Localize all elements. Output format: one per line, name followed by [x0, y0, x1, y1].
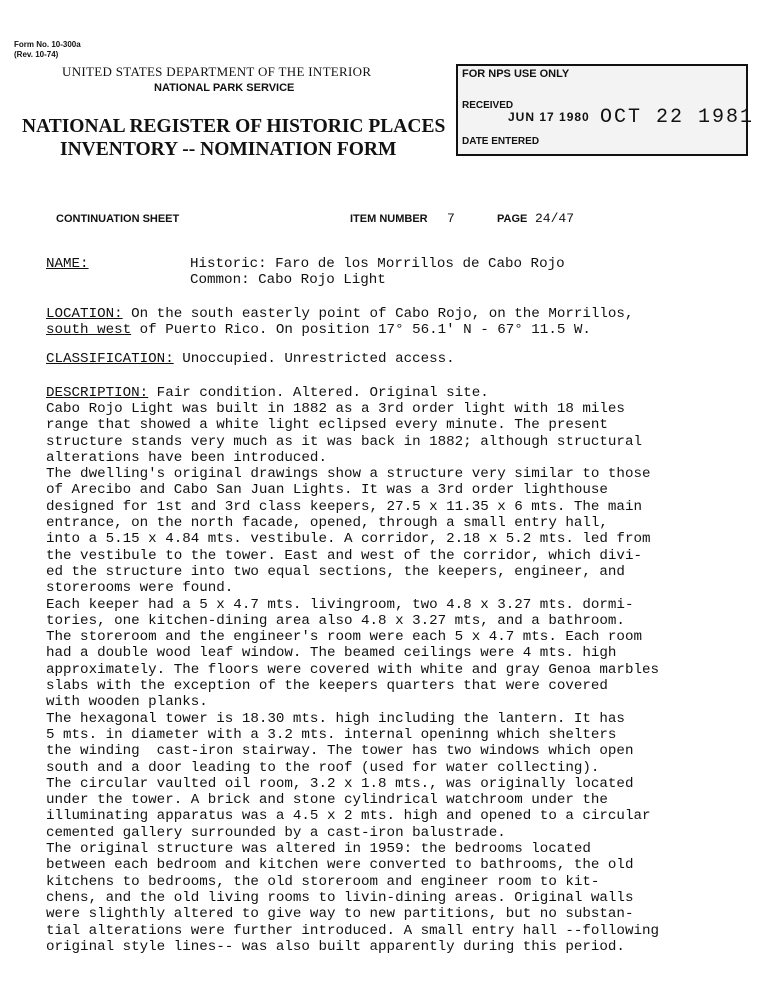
- page-value: 24/47: [535, 211, 575, 226]
- description-line: The original structure was altered in 1959: the bedrooms located: [46, 841, 591, 858]
- department-heading: UNITED STATES DEPARTMENT OF THE INTERIOR: [62, 64, 372, 79]
- description-line: south and a door leading to the roof (used for water collecting).: [46, 759, 600, 776]
- description-line: between each bedroom and kitchen were converted to bathrooms, the old: [46, 857, 634, 874]
- service-heading: NATIONAL PARK SERVICE: [154, 82, 295, 94]
- description-line: original style lines-- was also built apparently during this period.: [46, 938, 625, 955]
- continuation-sheet-label: CONTINUATION SHEET: [56, 213, 180, 225]
- common-name: Common: Cabo Rojo Light: [190, 272, 386, 288]
- description-label: DESCRIPTION:: [46, 385, 149, 401]
- description-line: the vestibule to the tower. East and west of the corridor, which divi-: [46, 547, 642, 564]
- description-line: chens, and the old living rooms to livin-dining areas. Original walls: [46, 889, 634, 906]
- description-line: cemented gallery surrounded by a cast-iron balustrade.: [46, 824, 506, 841]
- name-section: [46, 256, 89, 272]
- description-line: ed the structure into two equal sections, the keepers, engineer, and: [46, 563, 625, 580]
- description-line: entrance, on the north facade, opened, through a small entry hall,: [46, 515, 608, 532]
- description-line: alterations have been introduced.: [46, 449, 327, 466]
- description-line: Each keeper had a 5 x 4.7 mts. livingroom, two 4.8 x 3.27 mts. dormi-: [46, 596, 634, 613]
- description-line: range that showed a white light eclipsed every minute. The present: [46, 417, 608, 434]
- description-line: storerooms were found.: [46, 580, 234, 597]
- description-line: had a double wood leaf window. The beamed ceilings were 4 mts. high: [46, 645, 617, 662]
- location-line2-underlined: south west: [46, 322, 132, 338]
- form-title-line1: NATIONAL REGISTER OF HISTORIC PLACES: [22, 116, 446, 137]
- nps-use-only-label: FOR NPS USE ONLY: [462, 68, 570, 80]
- description-line: The circular vaulted oil room, 3.2 x 1.8 mts., was originally located: [46, 775, 634, 792]
- description-line: approximately. The floors were covered with white and gray Genoa marbles: [46, 661, 659, 678]
- form-title-line2: INVENTORY -- NOMINATION FORM: [60, 139, 397, 160]
- description-line: designed for 1st and 3rd class keepers, 27.5 x 11.35 x 6 mts. The main: [46, 498, 642, 515]
- description-line: tories, one kitchen-dining area also 4.8 x 3.27 mts, and a bathroom.: [46, 612, 625, 629]
- page-label: PAGE: [497, 213, 528, 225]
- description-line: were slighthly altered to give way to new partitions, but no substan-: [46, 906, 634, 923]
- description-line: of Arecibo and Cabo San Juan Lights. It was a 3rd order lighthouse: [46, 482, 608, 499]
- description-line: Cabo Rojo Light was built in 1882 as a 3rd order light with 18 miles: [46, 401, 625, 417]
- historic-name: Historic: Faro de los Morrillos de Cabo Rojo: [190, 256, 565, 272]
- classification-label: CLASSIFICATION:: [46, 351, 174, 367]
- description-line: the winding cast-iron stairway. The tower has two windows which open: [46, 743, 634, 760]
- location-label: LOCATION:: [46, 306, 123, 322]
- description-line: The dwelling's original drawings show a structure very similar to those: [46, 466, 651, 483]
- received-date-stamp: JUN 17 1980: [508, 110, 590, 124]
- name-label: NAME:: [46, 256, 89, 272]
- received-label: RECEIVED: [462, 100, 514, 111]
- nps-use-only-box: [456, 64, 755, 156]
- description-line: The storeroom and the engineer's room were each 5 x 4.7 mts. Each room: [46, 629, 642, 646]
- location-line2-rest: of Puerto Rico. On position 17° 56.1' N - 67° 11.5 W.: [131, 322, 591, 338]
- entered-date-stamp: OCT 22 1981: [600, 106, 755, 129]
- description-line: illuminating apparatus was a 4.5 x 2 mts. high and opened to a circular: [46, 808, 651, 825]
- location-line1: On the south easterly point of Cabo Rojo, on the Morrillos,: [122, 306, 634, 322]
- description-line: The hexagonal tower is 18.30 mts. high including the lantern. It has: [46, 710, 625, 727]
- description-line: with wooden planks.: [46, 694, 208, 711]
- description-body: [46, 401, 659, 955]
- form-number: [14, 40, 81, 60]
- description-line: under the tower. A brick and stone cylindrical watchroom under the: [46, 792, 608, 809]
- item-number-label: ITEM NUMBER: [350, 213, 428, 225]
- description-line: slabs with the exception of the keepers quarters that were covered: [46, 678, 608, 695]
- description-line: structure stands very much as it was back in 1882; although structural: [46, 433, 642, 450]
- date-entered-label: DATE ENTERED: [462, 136, 540, 147]
- description-line: kitchens to bedrooms, the old storeroom and engineer room to kit-: [46, 873, 600, 890]
- location-line2: [46, 322, 591, 338]
- classification-section: [46, 351, 455, 367]
- description-line: 5 mts. in diameter with a 3.2 mts. internal openinng which shelters: [46, 726, 617, 743]
- description-line: tial alterations were further introduced. A small entry hall --following: [46, 922, 659, 939]
- description-first-line: Fair condition. Altered. Original site.: [148, 385, 489, 401]
- item-number-value: 7: [447, 211, 455, 226]
- form-number-text: Form No. 10-300a: [14, 40, 81, 49]
- location-section: [46, 306, 633, 322]
- form-revision-text: (Rev. 10-74): [14, 50, 59, 59]
- description-header-line: [46, 385, 489, 401]
- description-line: into a 5.15 x 4.84 mts. vestibule. A corridor, 2.18 x 5.2 mts. led from: [46, 531, 651, 548]
- classification-text: Unoccupied. Unrestricted access.: [173, 351, 455, 367]
